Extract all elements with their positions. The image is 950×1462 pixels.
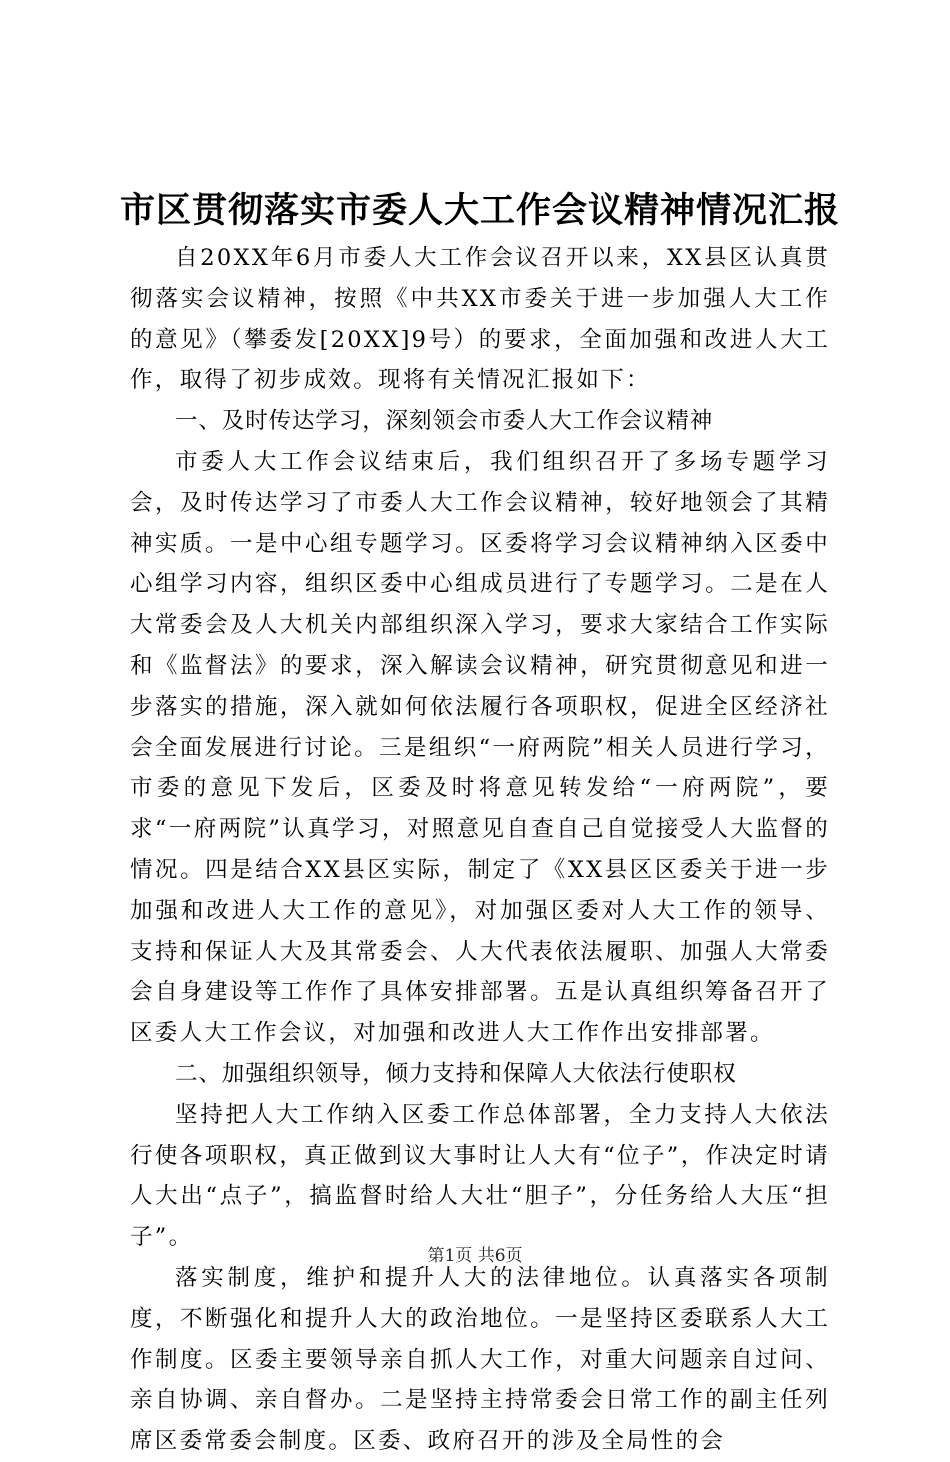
document-title: 市区贯彻落实市委人大工作会议精神情况汇报 [120,190,841,231]
page-number-footer: 第1页 共6页 [427,1246,523,1266]
section-2-paragraph-2: 落实制度，维护和提升人大的法律地位。认真落实各项制度，不断强化和提升人大的政治地位。一是坚持区委联系人大工作制度。区委主要领导亲自抓人大工作，对重大问题亲自过问、亲自协调、亲自督办。二是坚持主持常委会日常工作的副主任列席区委常委会制度。区委、政府召开的涉及全局性的会 [130,1264,830,1455]
document-body [130,238,830,1462]
section-heading-1: 一、及时传达学习，深刻领会市委人大工作会议精神 [175,408,714,435]
section-heading-2: 二、加强组织领导，倾力支持和保障人大依法行使职权 [175,1060,737,1087]
intro-paragraph: 自20XX年6月市委人大工作会议召开以来，XX县区认真贯彻落实会议精神，按照《中共XX市委关于进一步加强人大工作的意见》（攀委发[20XX]9号）的要求，全面加强和改进人大工作，取得了初步成效。现将有关情况汇报如下： [130,245,830,394]
section-1-paragraph: 市委人大工作会议结束后，我们组织召开了多场专题学习会，及时传达学习了市委人大工作会议精神，较好地领会了其精神实质。一是中心组专题学习。区委将学习会议精神纳入区委中心组学习内容，组织区委中心组成员进行了专题学习。二是在人大常委会及人大机关内部组织深入学习，要求大家结合工作实际和《监督法》的要求，深入解读会议精神，研究贯彻意见和进一步落实的措施，深入就如何依法履行各项职权，促进全区经济社会全面发展进行讨论。三是组织“一府两院”相关人员进行学习，市委的意见下发后，区委及时将意见转发给“一府两院”，要求“一府两院”认真学习，对照意见自查自己自觉接受人大监督的情况。四是结合XX县区实际，制定了《XX县区区委关于进一步加强和改进人大工作的意见》，对加强区委对人大工作的领导、支持和保证人大及其常委会、人大代表依法履职、加强人大常委会自身建设等工作作了具体安排部署。五是认真组织筹备召开了区委人大工作会议，对加强和改进人大工作作出安排部署。 [130,448,830,1047]
section-2-paragraph-1: 坚持把人大工作纳入区委工作总体部署，全力支持人大依法行使各项职权，真正做到议大事时让人大有“位子”，作决定时请人大出“点子”，搞监督时给人大壮“胆子”，分任务给人大压“担子”。 [130,1101,830,1251]
